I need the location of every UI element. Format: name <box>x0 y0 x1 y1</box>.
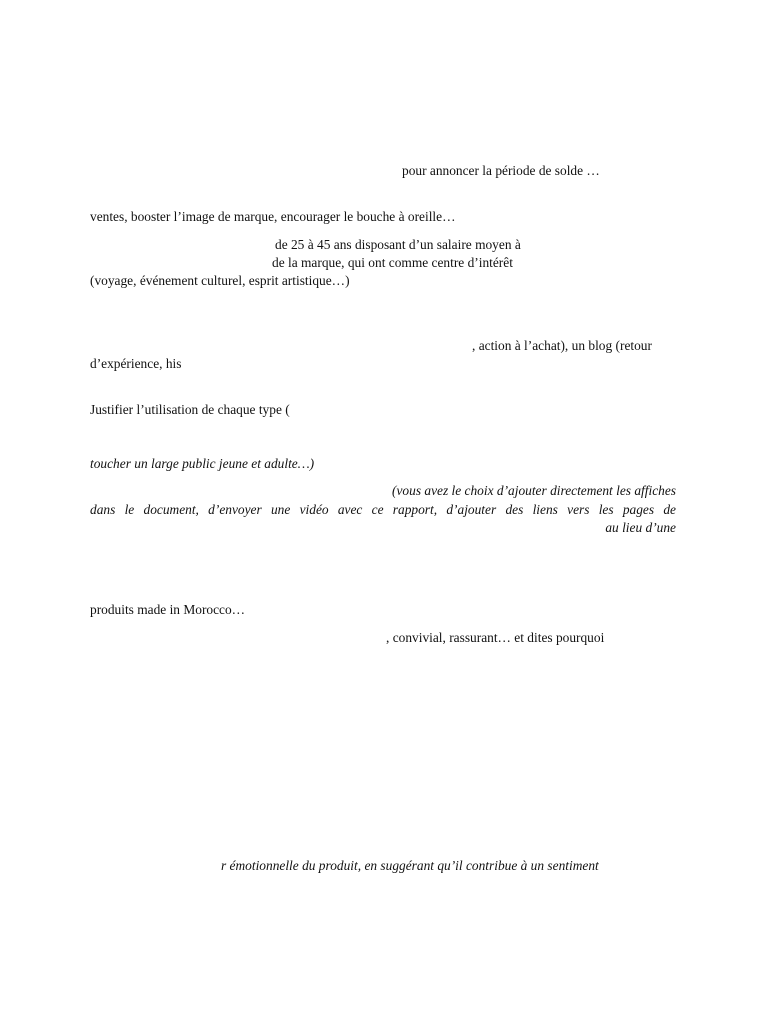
text-line-affiches-2: dans le document, d’envoyer une vidéo avec ce rapport, d’ajouter des liens vers les pages de <box>90 501 676 517</box>
text-line-public: toucher un large public jeune et adulte…) <box>90 456 315 471</box>
text-line-convivial: , convivial, rassurant… et dites pourquoi <box>386 630 605 645</box>
text-line-objectives: ventes, booster l’image de marque, encourager le bouche à oreille… <box>90 209 456 224</box>
text-line-experience: d’expérience, his <box>90 356 182 371</box>
text-line-solde: pour annoncer la période de solde … <box>402 163 600 178</box>
text-line-target-interest: de la marque, qui ont comme centre d’intérêt <box>272 255 513 270</box>
paragraph-affiches <box>90 482 676 538</box>
text-line-affiches-3: au lieu d’une <box>605 520 676 535</box>
text-line-blog: , action à l’achat), un blog (retour <box>472 338 652 353</box>
text-line-justify: Justifier l’utilisation de chaque type ( <box>90 402 290 417</box>
text-line-morocco: produits made in Morocco… <box>90 602 246 617</box>
text-line-emotionnelle: r émotionnelle du produit, en suggérant qu’il contribue à un sentiment <box>221 858 599 873</box>
text-line-target-age: de 25 à 45 ans disposant d’un salaire moyen à <box>275 237 521 252</box>
text-line-affiches-1: (vous avez le choix d’ajouter directement les affiches <box>392 483 676 498</box>
text-line-target-examples: (voyage, événement culturel, esprit artistique…) <box>90 273 350 288</box>
